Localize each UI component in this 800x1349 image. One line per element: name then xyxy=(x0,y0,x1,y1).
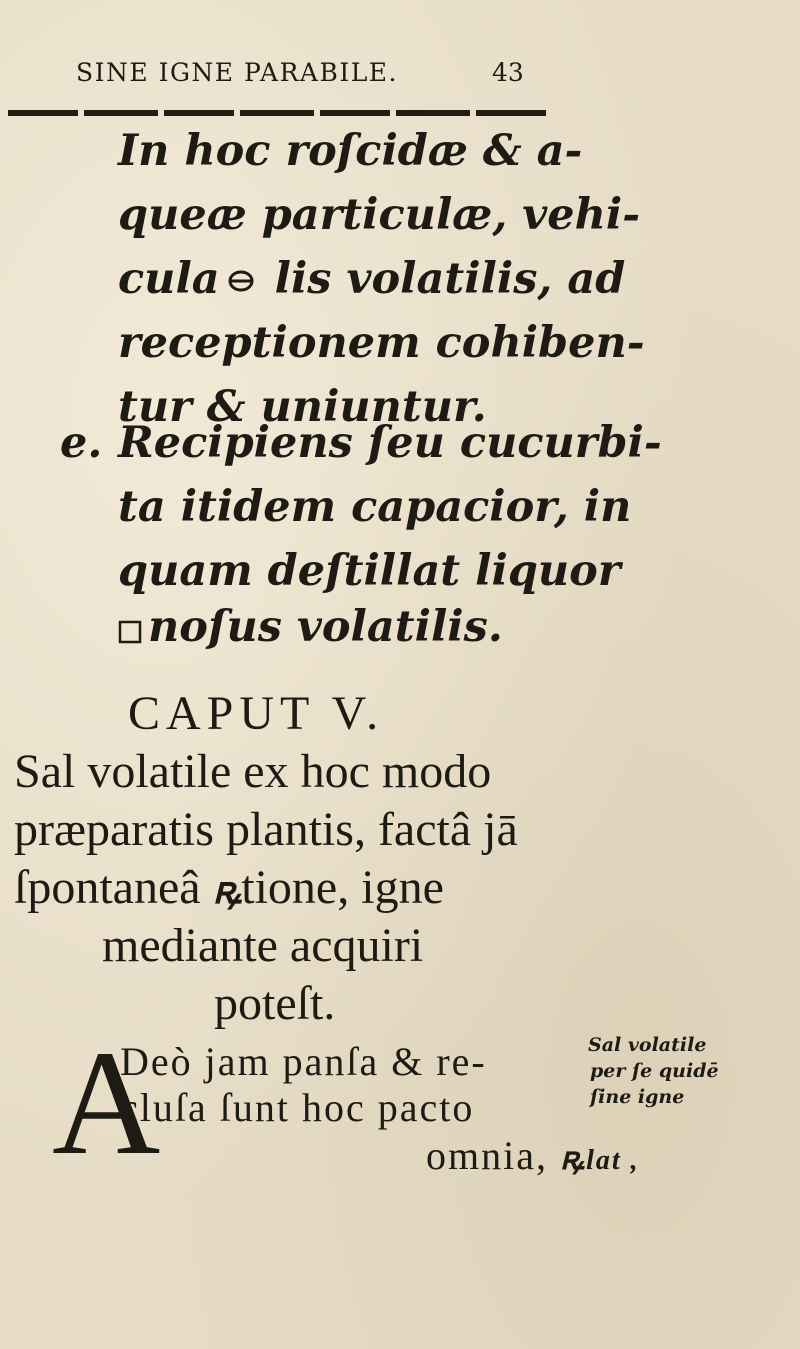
chapter-heading-line: Sal volatile ex hoc modo xyxy=(14,745,492,798)
text-line: In hoc roſcidæ & a- xyxy=(118,126,583,176)
alchemical-square-symbol-icon xyxy=(118,620,142,644)
page-number: 43 xyxy=(492,58,524,87)
text-fragment: lis volatilis, ad xyxy=(274,254,626,304)
margin-note-line: ſine igne xyxy=(590,1086,685,1108)
text-line: Recipiens ſeu cucurbi- xyxy=(118,418,662,468)
header-rule xyxy=(8,110,548,116)
text-line: quam deſtillat liquor xyxy=(118,546,621,596)
alchemical-fermentation-symbol-icon: ꝶ xyxy=(212,870,242,912)
text-fragment: tione, igne xyxy=(241,861,444,914)
text-line: receptionem cohiben- xyxy=(118,318,645,368)
margin-note-line: Sal volatile xyxy=(588,1034,707,1056)
alchemical-salt-symbol-icon xyxy=(228,270,254,292)
text-line: tur & uniuntur. xyxy=(118,382,487,432)
chapter-heading-line: poteſt. xyxy=(214,977,336,1030)
text-fragment: noſus volatilis. xyxy=(148,602,503,652)
body-line: Deò jam panſa & re- xyxy=(120,1039,487,1084)
running-head: SINE IGNE PARABILE. xyxy=(76,58,398,87)
body-line: cluſa ſunt hoc pacto xyxy=(120,1085,475,1130)
alchemical-fermentation-symbol-icon: ꝶ xyxy=(559,1140,587,1176)
text-line-with-symbol xyxy=(118,600,503,654)
drop-cap: A xyxy=(52,1020,161,1186)
chapter-heading-line: mediante acquiri xyxy=(102,919,424,972)
text-fragment: omnia, xyxy=(426,1133,560,1178)
text-line-with-symbol xyxy=(118,252,625,306)
margin-note-line: per ſe quidē xyxy=(590,1060,719,1082)
chapter-title: CAPUT V. xyxy=(128,687,385,740)
chapter-heading-line: præparatis plantis, factâ jā xyxy=(14,803,518,856)
text-line: ta itidem capacior, in xyxy=(118,482,632,532)
list-marker: e. xyxy=(60,418,103,468)
text-fragment: ſpontaneâ xyxy=(14,861,213,914)
chapter-heading-line xyxy=(14,858,444,921)
text-fragment: lat , xyxy=(586,1145,640,1176)
text-fragment: cula xyxy=(118,254,235,304)
body-line xyxy=(426,1132,640,1179)
text-line: queæ particulæ, vehi- xyxy=(118,190,641,240)
